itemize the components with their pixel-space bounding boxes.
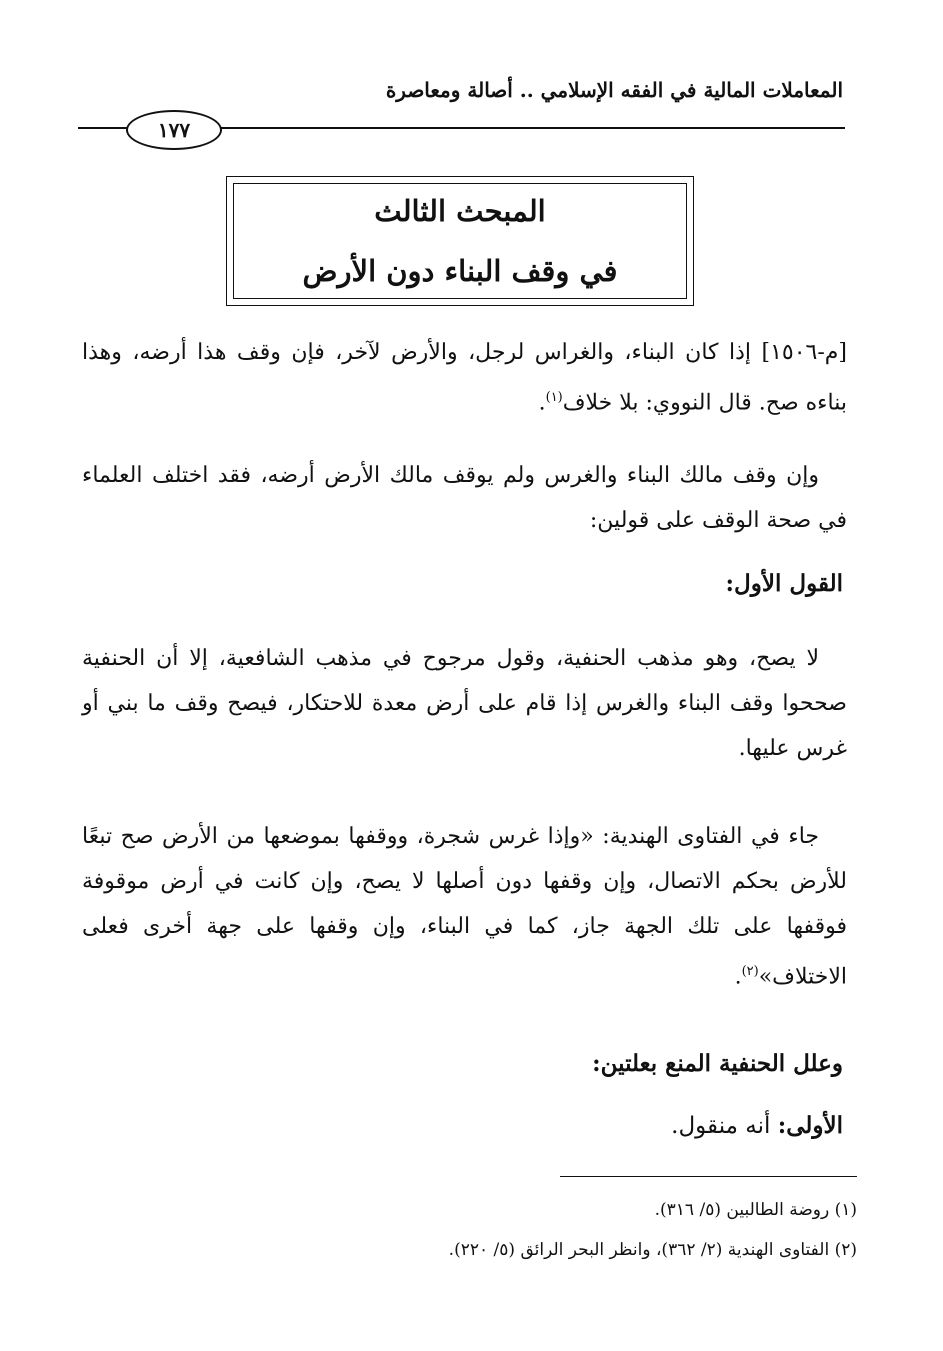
paragraph-1-text: [م-١٥٠٦] إذا كان البناء، والغراس لرجل، والأرض لآخر، فإن وقف هذا أرضه، وهذا بناءه صح. قال النووي: بلا خلاف xyxy=(82,340,847,416)
paragraph-4: جاء في الفتاوى الهندية: «وإذا غرس شجرة، ووقفها بموضعها من الأرض صح تبعًا للأرض بحكم الاتصال، وإن وقفها دون أصلها لا يصح، وإن كانت في أرض موقوفة فوقفها على تلك الجهة جاز، كما في البناء، وإن وقفها على جهة أخرى فعلى الاختلاف»$^{(٢)}$. xyxy=(82,824,847,990)
footnote-1: (١) روضة الطالبين (٥/ ٣١٦). xyxy=(654,1200,857,1220)
paragraph-2: وإن وقف مالك البناء والغرس ولم يوقف مالك الأرض أرضه، فقد اختلف العلماء في صحة الوقف على قولين: xyxy=(82,463,847,533)
section-title-line1: المبحث الثالث xyxy=(374,194,546,228)
running-header: المعاملات المالية في الفقه الإسلامي .. أصالة ومعاصرة xyxy=(385,78,843,102)
paragraph-4-text: جاء في الفتاوى الهندية: «وإذا غرس شجرة، ووقفها بموضعها من الأرض صح تبعًا للأرض بحكم الاتصال، وإن وقفها دون أصلها لا يصح، وإن كانت في أرض موقوفة فوقفها على تلك الجهة جاز، كما في البناء، وإن وقفها على جهة أخرى فعلى الاختلاف» xyxy=(82,824,847,990)
heading-reasons: وعلل الحنفية المنع بعلتين: xyxy=(592,1050,843,1077)
footnote-2: (٢) الفتاوى الهندية (٢/ ٣٦٢)، وانظر البحر الرائق (٥/ ٢٢٠). xyxy=(448,1240,857,1260)
section-title-frame xyxy=(226,176,694,306)
footnote-rule xyxy=(560,1176,857,1177)
paragraph-1: [م-١٥٠٦] إذا كان البناء، والغراس لرجل، والأرض لآخر، فإن وقف هذا أرضه، وهذا بناءه صح. قال النووي: بلا خلاف$^{(١)}$. xyxy=(82,340,847,416)
page-number: ١٧٧ xyxy=(157,118,191,142)
first-reason-text: أنه منقول. xyxy=(671,1113,771,1139)
first-reason xyxy=(671,1112,843,1139)
section-title-inner-frame xyxy=(233,183,687,299)
first-reason-label: الأولى: xyxy=(777,1112,843,1139)
page-number-badge xyxy=(126,110,222,150)
section-title-line2: في وقف البناء دون الأرض xyxy=(302,254,618,288)
paragraph-3: لا يصح، وهو مذهب الحنفية، وقول مرجوح في مذهب الشافعية، إلا أن الحنفية صححوا وقف البناء والغرس إذا قام على أرض معدة للاحتكار، فيصح وقف ما بني أو غرس عليها. xyxy=(82,646,847,761)
footnote-ref-1: (١) xyxy=(545,390,563,405)
footnote-ref-2: (٢) xyxy=(741,964,759,979)
heading-first-opinion: القول الأول: xyxy=(725,570,843,597)
